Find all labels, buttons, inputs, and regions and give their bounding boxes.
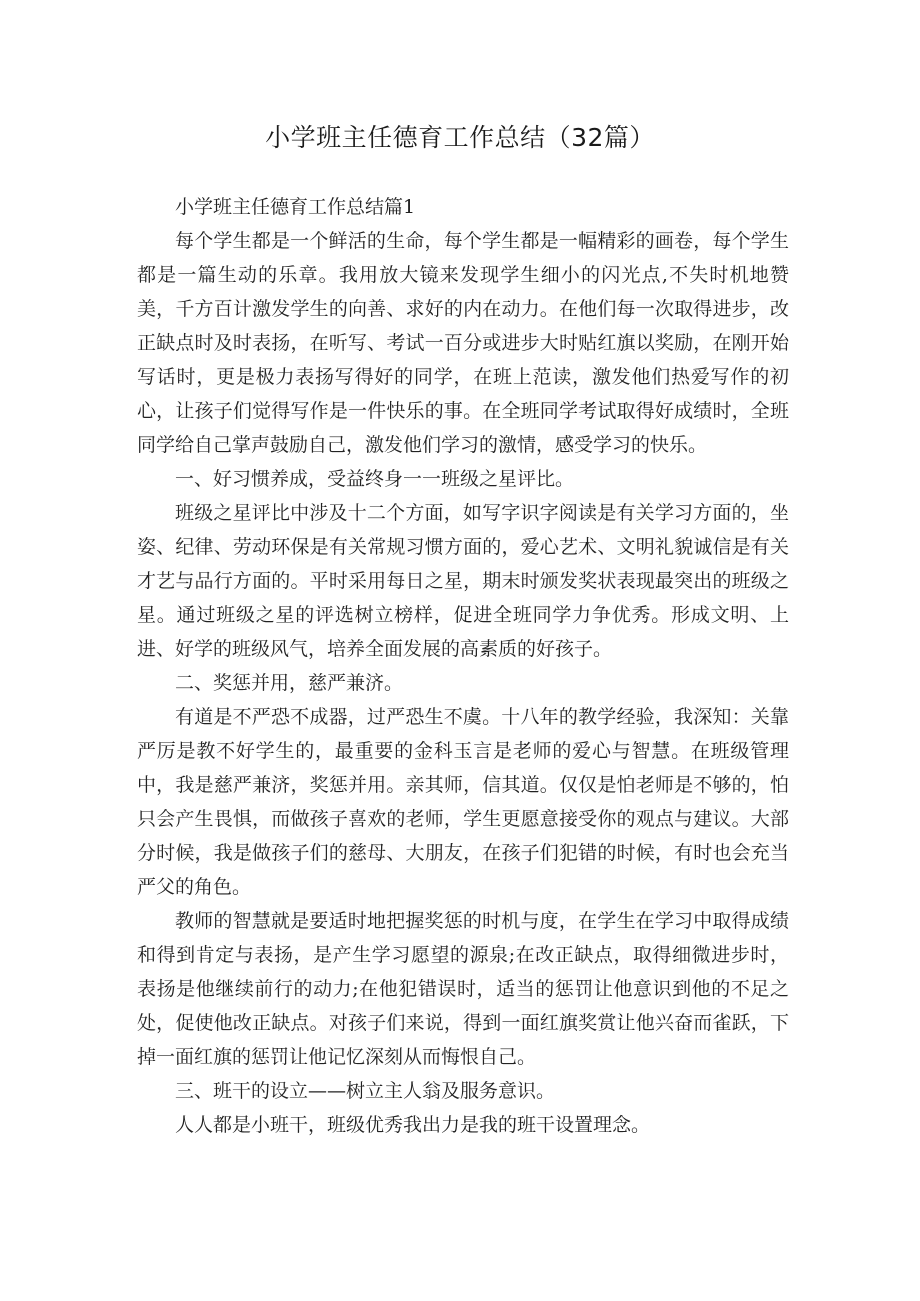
section-heading: 一、好习惯养成，受益终身一一班级之星评比。 <box>175 468 575 490</box>
body-paragraph: 人人都是小班干，班级优秀我出力是我的班干设置理念。 <box>175 1114 651 1136</box>
section-heading: 小学班主任德育工作总结篇1 <box>175 196 416 218</box>
body-paragraph: 有道是不严恐不成器，过严恐生不虞。十八年的教学经验，我深知：关靠严厉是教不好学生的，最重要的金科玉言是老师的爱心与智慧。在班级管理中，我是慈严兼济，奖惩并用。亲其师，信其道。仅仅是怕老师是不够的，怕只会产生畏惧，而做孩子喜欢的老师，学生更愿意接受你的观点与建议。大部分时候，我是做孩子们的慈母、大朋友，在孩子们犯错的时候，有时也会充当严父的角色。 <box>137 706 789 898</box>
document-title: 小学班主任德育工作总结（32篇） <box>265 123 655 152</box>
document-body <box>137 190 789 1142</box>
body-paragraph: 教师的智慧就是要适时地把握奖惩的时机与度，在学生在学习中取得成绩和得到肯定与表扬，是产生学习愿望的源泉;在改正缺点，取得细微进步时，表扬是他继续前行的动力;在他犯错误时，适当的惩罚让他意识到他的不足之处，促使他改正缺点。对孩子们来说，得到一面红旗奖赏让他兴奋而雀跃，下掉一面红旗的惩罚让他记忆深刻从而悔恨自己。 <box>137 910 789 1068</box>
section-heading: 三、班干的设立——树立主人翁及服务意识。 <box>175 1080 556 1102</box>
section-heading: 二、奖惩并用，慈严兼济。 <box>175 672 404 694</box>
body-paragraph: 班级之星评比中涉及十二个方面，如写字识字阅读是有关学习方面的，坐姿、纪律、劳动环保是有关常规习惯方面的，爱心艺术、文明礼貌诚信是有关才艺与品行方面的。平时采用每日之星，期末时颁发奖状表现最突出的班级之星。通过班级之星的评选树立榜样，促进全班同学力争优秀。形成文明、上进、好学的班级风气，培养全面发展的高素质的好孩子。 <box>137 502 789 660</box>
body-paragraph: 每个学生都是一个鲜活的生命，每个学生都是一幅精彩的画卷，每个学生都是一篇生动的乐章。我用放大镜来发现学生细小的闪光点,不失时机地赞美，千方百计激发学生的向善、求好的内在动力。在他们每一次取得进步，改正缺点时及时表扬，在听写、考试一百分或进步大时贴红旗以奖励，在刚开始写话时，更是极力表扬写得好的同学，在班上范读，激发他们热爱写作的初心，让孩子们觉得写作是一件快乐的事。在全班同学考试取得好成绩时，全班同学给自己掌声鼓励自己，激发他们学习的激情，感受学习的快乐。 <box>137 230 789 456</box>
